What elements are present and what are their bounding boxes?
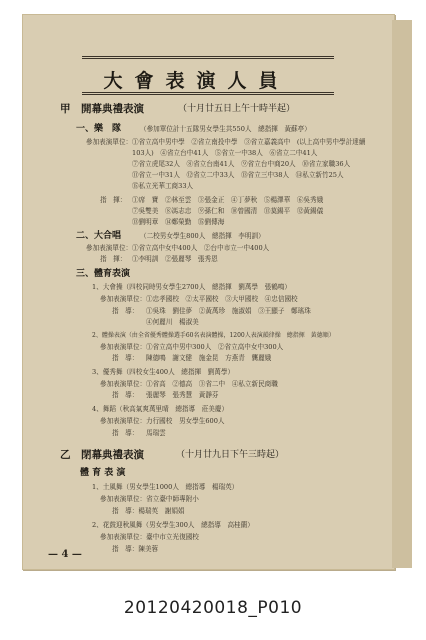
band-line: ⑪省立一中31人 ⑫省立二中33人 ⑬省立三中38人 ⑭私立新竹25人 [132,171,344,179]
chorus-participants: ①省立高中女中400人 ②台中市立一中400人 [132,244,270,252]
sports-item-title: 3、優秀舞（四校女生400人 總指揮 劉萬學） [92,368,235,376]
sports-conductors: 馬瑞雲 [146,429,166,437]
sports-conductor-label: 指 導： [112,391,139,399]
sports-heading: 三、體育表演 [76,269,131,279]
sports-participants: ①忠孝國校 ②太平國校 ③大甲國校 ④忠信國校 [146,295,298,303]
section-b-heading: 乙 閉幕典禮表演 [60,449,144,461]
section-a-time: （十月廿五日上午十時半起） [178,104,296,114]
sports-participants-label: 參加表演單位： [100,295,147,303]
band-conductor-line: ⑦吳雙美 ⑧馮志忠 ⑨孫仁和 ⑩曾國清 ⑪莫錫平 ⑫黃錫儀 [132,207,324,215]
page-title: 大會表演人員 [103,70,290,92]
sports-item-title: 1、大會操（四校同時男女學生2700人 總指揮 劉萬學 張鶴鳴） [92,283,292,291]
sports-conductors: 張麗琴 張秀慧 黃靜芬 [146,391,219,399]
closing-participants: 參加表演單位：省立臺中師專附小 [100,495,199,503]
band-line: 103人) ④省立台中41人 ⑤省立一中38人 ⑥省立二中41人 [132,149,318,157]
band-line: ⑮私立光華工商33人 [132,182,194,190]
chorus-participants-label: 參加表演單位： [86,244,133,252]
closing-participants: 參加表演單位：臺中市立光復國校 [100,533,199,541]
band-participants-label: 參加表演單位： [86,138,133,146]
sports-conductor-label: 指 導： [112,429,139,437]
sports-participants: ①省立高中男中300人 ②省立高中女中300人 [146,343,284,351]
chorus-conductor-label: 指 揮： [100,255,127,263]
band-line: ⑦省立虎尾32人 ⑧省立台南41人 ⑨省立台中商20人 ⑩省立家職36人 [132,160,351,168]
band-line: ①省立高中男中學 ②省立南投中學 ③省立嘉義高中 (以上高中男中學計達續 [132,138,366,146]
sports-participants-label: 參加表演單位： [100,343,147,351]
sports-item-title: 2、體操表演（由全省優秀體操選手60名表演體操，1200人表演韻律操 總指揮 黃德順） [92,332,335,339]
closing-item-title: 1、土風舞（男女學生1000人 總指導 楊瑞英） [92,483,239,491]
image-caption: 20120420018_P010 [123,598,303,618]
sports-participants-label: 參加表演單位： [100,417,147,425]
sports-participants: 力行國校 男女學生600人 [146,417,225,425]
band-note: （參加單位計十五隊男女學生共550人 總指揮 黃蘇亭） [140,125,311,133]
sports-conductor-label: 指 導： [112,307,139,315]
section-a-heading: 甲 開幕典禮表演 [60,103,144,115]
sports-participants: ①省高 ②德高 ③省二中 ④私立新民商職 [146,380,278,388]
page-number: — 4 — [48,549,82,560]
closing-item-title: 2、花鼓迎秋風舞（男女學生300人 總指導 高桂蘭） [92,521,254,529]
sports-conductor-label: 指 導： [112,354,139,362]
title-rule-top [82,56,334,59]
closing-conductors: 指 導：陳美蓉 [112,545,159,553]
page-edge [392,20,412,568]
band-conductor-line: ⑬劉明章 ⑭鄭榮勤 ⑮劉傳海 [132,218,225,226]
sports-conductors: ①吳珠 劉佳夢 ②黃萬珍 施淑娟 ③王顯子 鄭瑤珠 [146,307,311,315]
sports-conductors: 陳德鳴 謝文健 施金昆 方燕青 龔麗娥 [146,354,272,362]
sports-item-title: 4、舞蹈（秋高氣爽萬里晴 總指導 莊美慶） [92,405,229,413]
sports-conductors: ④何麗川 楊淑美 [146,318,199,326]
closing-conductors: 指 導：楊瑞英 謝娟娟 [112,507,185,515]
band-heading: 一、樂 隊 [76,124,122,134]
band-conductor-label: 指 揮： [100,196,127,204]
band-conductor-line: ①席 寶 ②林至雲 ③張金正 ④丁夢秋 ⑤楊澤華 ⑥吳秀娥 [132,196,324,204]
section-b-sub: 體 育 表 演 [80,468,126,478]
chorus-note: （二校男女學生800人 總指揮 李明訓） [140,232,265,240]
section-b-time: （十月廿九日下午三時起） [176,450,285,460]
chorus-conductors: ①李明訓 ②張麗琴 張秀恩 [132,255,218,263]
title-rule-bottom [82,92,334,95]
chorus-heading: 二、大合唱 [76,231,122,241]
sports-participants-label: 參加表演單位： [100,380,147,388]
